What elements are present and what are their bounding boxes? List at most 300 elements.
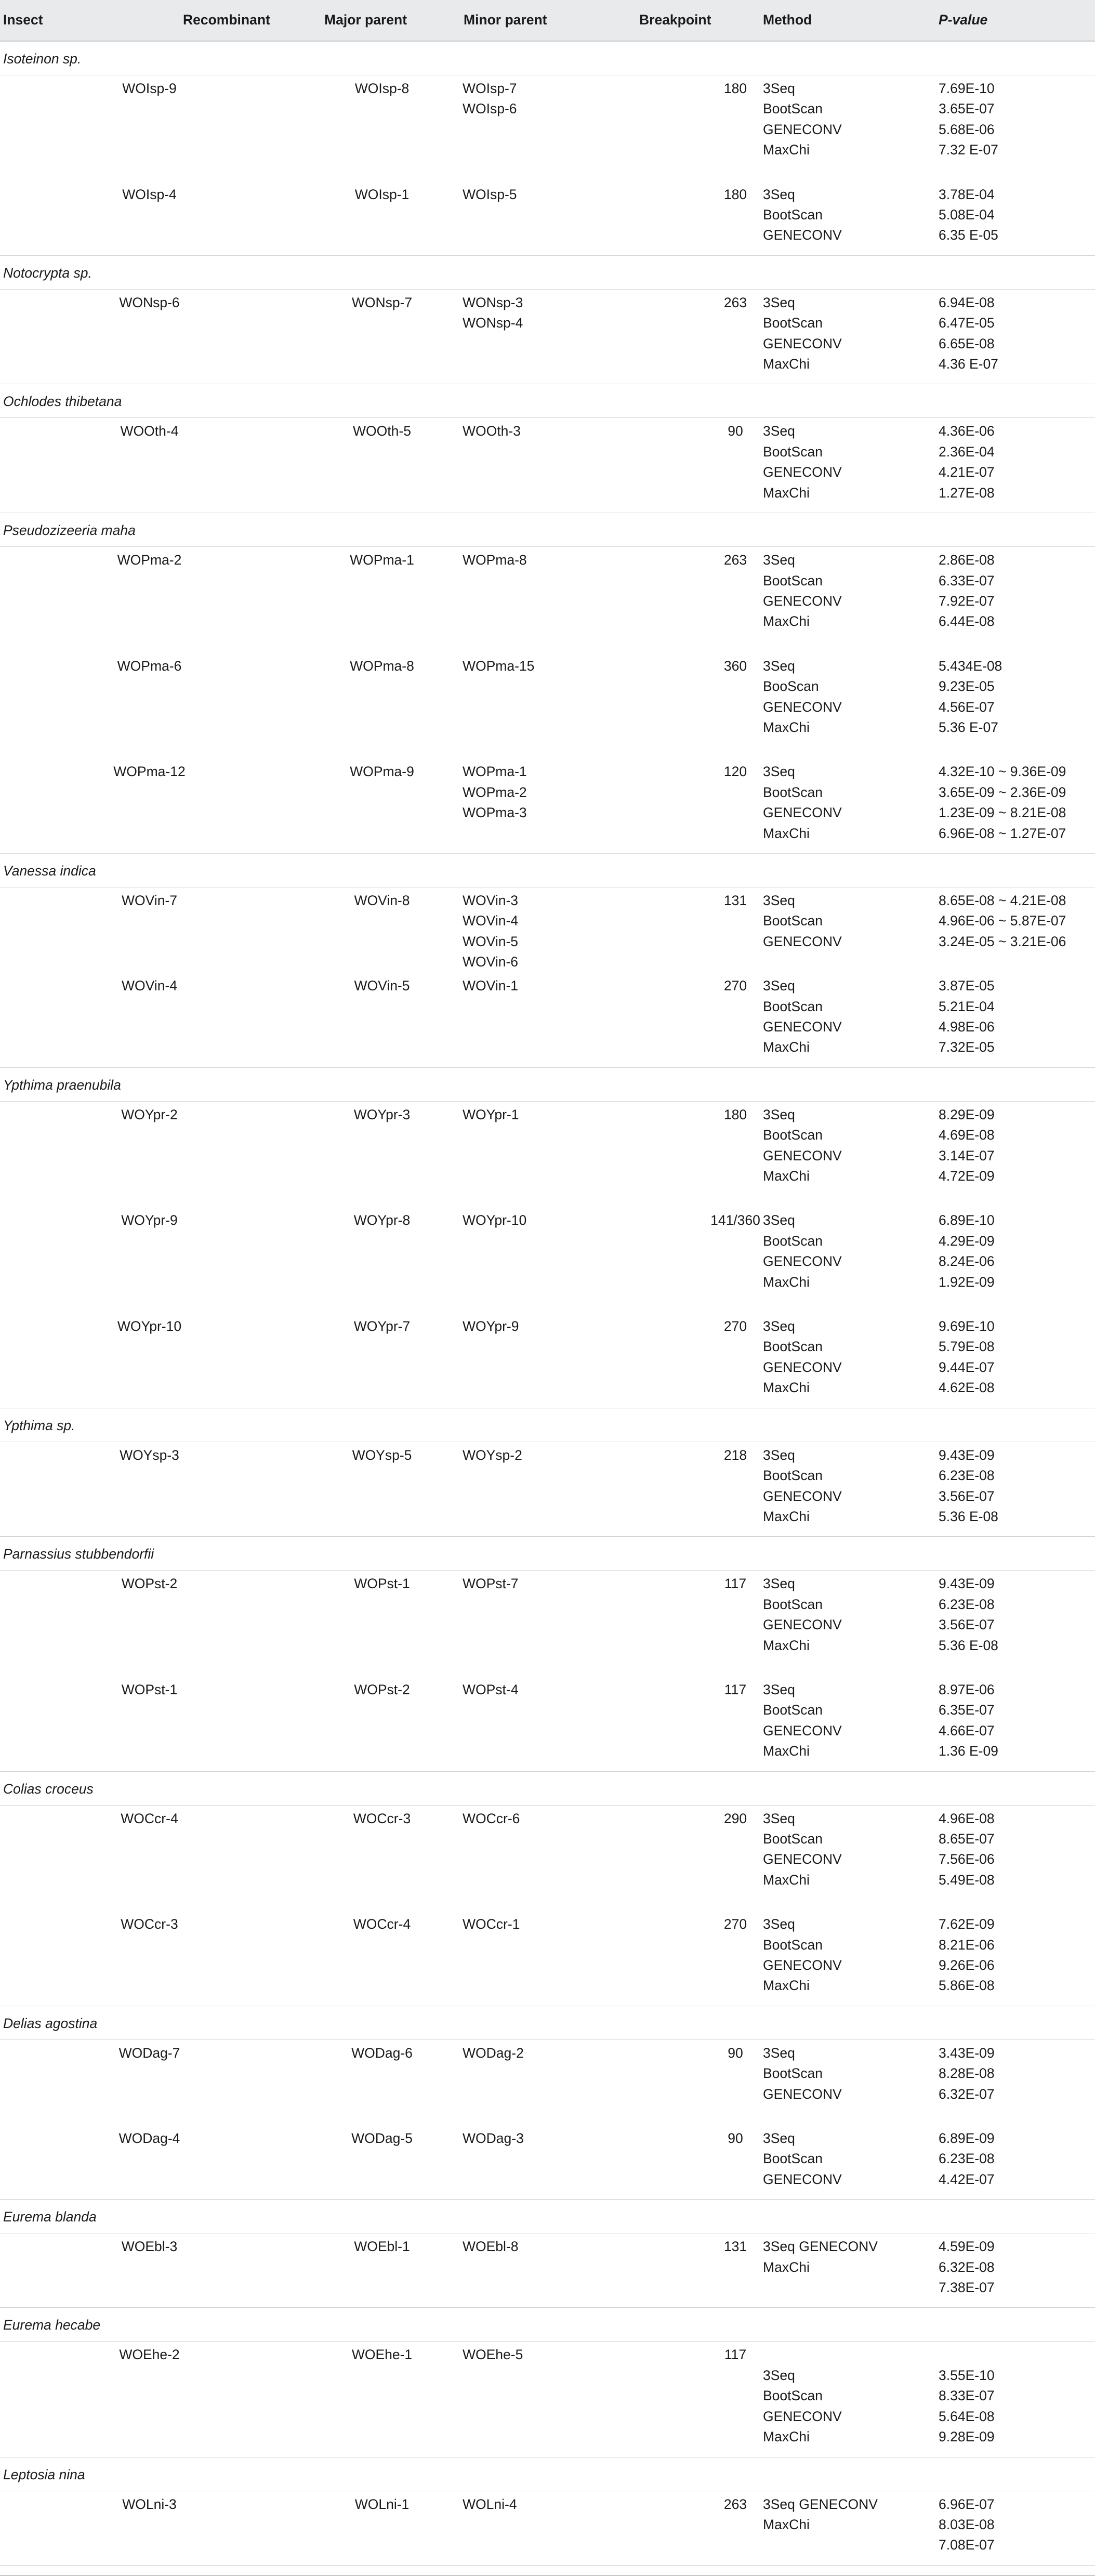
breakpoint-cell: 117 xyxy=(724,2347,747,2363)
p-value-item: 5.434E-08 xyxy=(939,658,1002,674)
method-item: MaxChi xyxy=(763,1743,810,1759)
minor-parent-item: WOVin-6 xyxy=(463,954,519,970)
method-item: 3Seq xyxy=(763,81,795,96)
breakpoint-cell: 270 xyxy=(723,978,747,994)
p-value-item: 9.23E-05 xyxy=(939,678,995,695)
method-item: GENECONV xyxy=(763,2171,842,2187)
p-value-cell xyxy=(939,1680,998,1762)
table-row xyxy=(0,2043,1095,2128)
header-major-parent: Major parent xyxy=(324,12,407,28)
insect-records xyxy=(0,290,1095,385)
method-item: MaxChi xyxy=(763,2429,810,2445)
method-item: 3Seq xyxy=(763,2130,795,2147)
major-parent-cell: WOPma-9 xyxy=(350,764,414,780)
breakpoint-cell: 270 xyxy=(723,1318,747,1335)
major-parent-cell: WOEhe-1 xyxy=(351,2347,413,2363)
method-item: MaxChi xyxy=(763,1039,810,1055)
insect-records xyxy=(0,1571,1095,1771)
minor-parent-item: WOVin-1 xyxy=(463,978,519,994)
recombinant-cell: WOOth-4 xyxy=(120,423,179,439)
minor-parent-cell xyxy=(463,891,518,973)
p-value-item: 5.36 E-08 xyxy=(939,1508,998,1524)
method-item: BootScan xyxy=(763,998,823,1014)
p-value-item: 6.35E-07 xyxy=(939,1702,995,1718)
p-value-cell xyxy=(939,79,998,161)
p-value-item: 7.62E-09 xyxy=(939,1916,995,1932)
p-value-item: 1.36 E-09 xyxy=(939,1743,998,1759)
method-item: 3Seq xyxy=(763,892,795,908)
insect-name: Delias agostina xyxy=(3,2015,98,2031)
p-value-item: 8.21E-06 xyxy=(939,1937,995,1953)
p-value-item: 3.78E-04 xyxy=(939,186,995,202)
method-item: 3Seq xyxy=(763,2045,795,2061)
p-value-item: 4.29E-09 xyxy=(939,1233,995,1249)
p-value-item: 5.08E-04 xyxy=(939,207,995,223)
insect-name: Leptosia nina xyxy=(3,2466,85,2482)
insect-name: Ypthima praenubila xyxy=(3,1077,121,1093)
insect-records xyxy=(0,887,1095,1068)
major-parent-cell: WOYsp-5 xyxy=(352,1447,412,1463)
method-item: 3Seq GENECONV xyxy=(763,2239,878,2255)
insect-name: Colias croceus xyxy=(3,1781,94,1797)
method-item: GENECONV xyxy=(763,805,842,821)
method-item: 3Seq xyxy=(763,1447,795,1463)
p-value-item: 6.44E-08 xyxy=(939,613,995,630)
minor-parent-item: WOIsp-7 xyxy=(463,81,517,96)
minor-parent-item: WOVin-5 xyxy=(463,933,519,949)
p-value-item: 4.66E-07 xyxy=(939,1722,995,1738)
method-item: 3Seq xyxy=(763,2367,795,2383)
p-value-item: 4.62E-08 xyxy=(939,1380,995,1396)
method-item: MaxChi xyxy=(763,1637,810,1653)
method-item: GENECONV xyxy=(763,1359,842,1375)
method-item: 3Seq xyxy=(763,1810,795,1826)
minor-parent-item: WOIsp-5 xyxy=(463,186,517,202)
breakpoint-cell: 90 xyxy=(728,2130,743,2147)
p-value-item: 6.23E-08 xyxy=(939,1596,995,1612)
method-item: GENECONV xyxy=(763,227,842,243)
p-value-item: 4.21E-07 xyxy=(939,464,995,480)
method-item: 3Seq xyxy=(763,764,795,780)
p-value-item: 1.92E-09 xyxy=(939,1274,995,1290)
minor-parent-cell xyxy=(463,976,518,996)
method-item: MaxChi xyxy=(763,142,810,158)
method-item: BooScan xyxy=(763,678,819,695)
breakpoint-cell: 290 xyxy=(723,1810,747,1826)
p-value-item: 8.28E-08 xyxy=(939,2065,995,2082)
insect-group xyxy=(0,2308,1095,2457)
p-value-cell xyxy=(939,2494,995,2556)
minor-parent-cell xyxy=(463,656,534,676)
minor-parent-cell xyxy=(463,1445,522,1466)
method-item: BootScan xyxy=(763,1468,823,1484)
recombinant-cell: WODag-4 xyxy=(118,2130,180,2147)
insect-name: Ochlodes thibetana xyxy=(3,394,122,410)
p-value-cell xyxy=(939,185,998,246)
minor-parent-cell xyxy=(463,2345,523,2365)
insect-name: Vanessa indica xyxy=(3,862,96,879)
method-item: BootScan xyxy=(763,443,823,460)
method-item: BootScan xyxy=(763,2151,823,2167)
table-row xyxy=(0,550,1095,656)
p-value-cell xyxy=(939,1105,995,1187)
p-value-item: 7.08E-07 xyxy=(939,2537,995,2553)
method-item: 3Seq xyxy=(763,1106,795,1122)
recombinant-cell: WOYpr-9 xyxy=(121,1212,178,1228)
major-parent-cell: WONsp-7 xyxy=(351,294,413,310)
table-row xyxy=(0,1574,1095,1680)
p-value-item: 6.23E-08 xyxy=(939,2151,995,2167)
p-value-item: 3.65E-09 ~ 2.36E-09 xyxy=(939,784,1066,800)
minor-parent-cell xyxy=(463,1105,519,1125)
minor-parent-item: WONsp-3 xyxy=(463,294,523,310)
method-item: 3Seq xyxy=(763,1916,795,1932)
major-parent-cell: WOCcr-3 xyxy=(353,1810,411,1826)
minor-parent-cell xyxy=(463,2043,524,2063)
insect-row xyxy=(0,854,1095,887)
p-value-item: 3.65E-07 xyxy=(939,101,995,117)
p-value-item: 3.55E-10 xyxy=(939,2367,995,2383)
p-value-item: 5.21E-04 xyxy=(939,998,995,1014)
recombinant-cell: WOPma-2 xyxy=(117,552,182,568)
insect-name: Pseudozizeeria maha xyxy=(3,522,136,539)
method-item: MaxChi xyxy=(763,356,810,372)
p-value-item: 4.56E-07 xyxy=(939,699,995,715)
header-p-value: P-value xyxy=(939,12,988,28)
method-item: GENECONV xyxy=(763,1957,842,1973)
recombinant-cell: WOEhe-2 xyxy=(119,2347,180,2363)
minor-parent-cell xyxy=(463,293,523,334)
minor-parent-item: WONsp-4 xyxy=(463,315,523,331)
method-item: BootScan xyxy=(763,1233,823,1249)
method-item: 3Seq xyxy=(763,658,795,674)
p-value-item: 2.86E-08 xyxy=(939,552,995,568)
breakpoint-cell: 263 xyxy=(723,2496,747,2512)
p-value-item: 3.56E-07 xyxy=(939,1617,995,1633)
p-value-item: 4.72E-09 xyxy=(939,1168,995,1184)
method-item: GENECONV xyxy=(763,933,842,949)
insect-group xyxy=(0,2200,1095,2308)
major-parent-cell: WOIsp-8 xyxy=(354,81,410,96)
minor-parent-item: WOYpr-9 xyxy=(463,1318,519,1335)
insect-row xyxy=(0,2308,1095,2342)
method-item: GENECONV xyxy=(763,1722,842,1738)
p-value-item: 3.56E-07 xyxy=(939,1488,995,1504)
breakpoint-cell: 120 xyxy=(723,764,747,780)
p-value-cell xyxy=(939,421,995,503)
method-item: BootScan xyxy=(763,315,823,331)
p-value-item: 6.65E-08 xyxy=(939,335,995,351)
recombinant-cell: WODag-7 xyxy=(118,2045,180,2061)
recombinant-cell: WOYsp-3 xyxy=(120,1447,179,1463)
insect-records xyxy=(0,547,1095,854)
minor-parent-cell xyxy=(463,1210,526,1231)
minor-parent-cell xyxy=(463,1574,518,1594)
insect-group xyxy=(0,1408,1095,1537)
insect-group xyxy=(0,854,1095,1068)
method-item: BootScan xyxy=(763,2388,823,2404)
table-row xyxy=(0,1445,1095,1537)
major-parent-cell: WOYpr-7 xyxy=(353,1318,411,1335)
table-row xyxy=(0,976,1095,1067)
table-row xyxy=(0,2237,1095,2307)
p-value-item: 6.32E-07 xyxy=(939,2086,995,2102)
p-value-item: 8.03E-08 xyxy=(939,2516,995,2532)
minor-parent-cell xyxy=(463,1316,519,1337)
recombinant-cell: WOPma-12 xyxy=(113,764,186,780)
minor-parent-cell xyxy=(463,79,517,120)
recombinant-cell: WOVin-4 xyxy=(121,978,177,994)
table-row xyxy=(0,1809,1095,1915)
p-value-item: 9.43E-09 xyxy=(939,1447,995,1463)
method-item: 3Seq xyxy=(763,294,795,310)
p-value-item: 4.36E-06 xyxy=(939,423,995,439)
method-item: GENECONV xyxy=(763,593,842,609)
method-item: MaxChi xyxy=(763,719,810,735)
p-value-cell xyxy=(939,762,1066,844)
minor-parent-item: WODag-3 xyxy=(463,2130,524,2147)
p-value-item: 8.33E-07 xyxy=(939,2388,995,2404)
p-value-cell xyxy=(939,1574,998,1656)
insect-group xyxy=(0,1772,1095,2006)
insect-group xyxy=(0,1068,1095,1408)
p-value-cell xyxy=(939,891,1066,952)
table-row xyxy=(0,1316,1095,1408)
table-row xyxy=(0,1680,1095,1771)
major-parent-cell: WOPst-2 xyxy=(354,1681,410,1697)
method-item: MaxChi xyxy=(763,2259,810,2275)
insect-row xyxy=(0,384,1095,418)
insect-records xyxy=(0,2233,1095,2308)
breakpoint-cell: 131 xyxy=(723,892,747,908)
table-row xyxy=(0,421,1095,513)
p-value-item: 6.32E-08 xyxy=(939,2259,995,2275)
header-method: Method xyxy=(763,12,812,28)
p-value-item: 3.87E-05 xyxy=(939,978,995,994)
recombinant-cell: WOVin-7 xyxy=(121,892,177,908)
method-item: 3Seq xyxy=(763,186,795,202)
insect-group xyxy=(0,2457,1095,2566)
p-value-cell xyxy=(939,293,998,375)
p-value-item: 4.42E-07 xyxy=(939,2171,995,2187)
p-value-item: 6.89E-10 xyxy=(939,1212,995,1228)
minor-parent-item: WOPst-4 xyxy=(463,1681,519,1697)
insect-records xyxy=(0,1442,1095,1537)
method-item: 3Seq xyxy=(763,552,795,568)
table-bottom-rule xyxy=(0,2566,1095,2576)
recombinant-cell: WOYpr-10 xyxy=(117,1318,182,1335)
method-item: GENECONV xyxy=(763,1147,842,1163)
breakpoint-cell: 270 xyxy=(723,1916,747,1932)
p-value-item: 9.44E-07 xyxy=(939,1359,995,1375)
minor-parent-cell xyxy=(463,2128,524,2149)
p-value-item: 5.36 E-07 xyxy=(939,719,998,735)
method-item: BootScan xyxy=(763,572,823,589)
p-value-item: 7.32 E-07 xyxy=(939,142,998,158)
p-value-item: 3.24E-05 ~ 3.21E-06 xyxy=(939,933,1066,949)
breakpoint-cell: 117 xyxy=(724,1576,747,1592)
breakpoint-cell: 263 xyxy=(723,294,747,310)
p-value-item: 7.32E-05 xyxy=(939,1039,995,1055)
method-item: MaxChi xyxy=(763,1380,810,1396)
breakpoint-cell: 90 xyxy=(728,2045,743,2061)
minor-parent-item: WOEhe-5 xyxy=(463,2347,523,2363)
table-row xyxy=(0,79,1095,185)
method-item: GENECONV xyxy=(763,1617,842,1633)
table-row xyxy=(0,762,1095,853)
method-item: 3Seq GENECONV xyxy=(763,2496,878,2512)
method-item: BootScan xyxy=(763,1937,823,1953)
p-value-item: 3.43E-09 xyxy=(939,2045,995,2061)
method-item: MaxChi xyxy=(763,1168,810,1184)
insect-row xyxy=(0,1772,1095,1806)
p-value-item: 5.36 E-08 xyxy=(939,1637,998,1653)
insect-name: Eurema blanda xyxy=(3,2209,97,2225)
table-row xyxy=(0,656,1095,762)
major-parent-cell: WOYpr-8 xyxy=(353,1212,411,1228)
recombinant-cell: WOIsp-4 xyxy=(122,186,177,202)
p-value-item: 7.69E-10 xyxy=(939,81,995,96)
p-value-item: 4.59E-09 xyxy=(939,2239,995,2255)
minor-parent-item: WODag-2 xyxy=(463,2045,524,2061)
method-item: MaxChi xyxy=(763,1508,810,1524)
major-parent-cell: WOVin-8 xyxy=(354,892,410,908)
p-value-cell xyxy=(939,2237,995,2298)
method-item: MaxChi xyxy=(763,1872,810,1888)
minor-parent-cell xyxy=(463,421,521,441)
insect-row xyxy=(0,2006,1095,2040)
header-recombinant: Recombinant xyxy=(183,12,270,28)
method-item: GENECONV xyxy=(763,699,842,715)
p-value-item: 3.14E-07 xyxy=(939,1147,995,1163)
major-parent-cell: WOIsp-1 xyxy=(354,186,410,202)
p-value-item: 6.89E-09 xyxy=(939,2130,995,2147)
p-value-item: 6.35 E-05 xyxy=(939,227,998,243)
recombinant-cell: WOPst-2 xyxy=(121,1576,178,1592)
minor-parent-item: WOPma-1 xyxy=(463,764,527,780)
insect-records xyxy=(0,1102,1095,1408)
insect-row xyxy=(0,1537,1095,1571)
method-item: 3Seq xyxy=(763,978,795,994)
insect-row xyxy=(0,513,1095,547)
minor-parent-cell xyxy=(463,2237,519,2257)
insect-group xyxy=(0,2006,1095,2200)
method-item: GENECONV xyxy=(763,1019,842,1035)
insect-row xyxy=(0,2457,1095,2491)
method-item: MaxChi xyxy=(763,485,810,501)
p-value-item xyxy=(939,2345,995,2365)
insect-records xyxy=(0,418,1095,513)
method-item: BootScan xyxy=(763,207,823,223)
recombinant-cell: WOPma-6 xyxy=(117,658,182,674)
p-value-item: 4.96E-08 xyxy=(939,1810,995,1826)
major-parent-cell: WOYpr-3 xyxy=(353,1106,411,1122)
p-value-cell xyxy=(939,1914,995,1996)
p-value-item: 7.38E-07 xyxy=(939,2280,995,2296)
header-breakpoint: Breakpoint xyxy=(639,12,711,28)
method-item: GENECONV xyxy=(763,121,842,137)
breakpoint-cell: 141/360 xyxy=(710,1212,760,1228)
minor-parent-item: WOYpr-10 xyxy=(463,1212,527,1228)
insect-records xyxy=(0,75,1095,256)
method-item: GENECONV xyxy=(763,1253,842,1270)
recombinant-cell: WOPst-1 xyxy=(121,1681,178,1697)
method-item: BootScan xyxy=(763,1830,823,1847)
p-value-item: 4.32E-10 ~ 9.36E-09 xyxy=(939,764,1066,780)
breakpoint-cell: 180 xyxy=(723,186,747,202)
method-item: BootScan xyxy=(763,101,823,117)
major-parent-cell: WOOth-5 xyxy=(353,423,411,439)
p-value-cell xyxy=(939,2043,995,2104)
method-item: BootScan xyxy=(763,1702,823,1718)
p-value-item: 1.27E-08 xyxy=(939,485,995,501)
minor-parent-item: WOYsp-2 xyxy=(463,1447,522,1463)
p-value-item: 9.26E-06 xyxy=(939,1957,995,1973)
method-item: MaxChi xyxy=(763,1274,810,1290)
breakpoint-cell: 218 xyxy=(723,1447,747,1463)
insect-row xyxy=(0,256,1095,290)
method-item: BootScan xyxy=(763,2065,823,2082)
p-value-item: 6.94E-08 xyxy=(939,294,995,310)
header-insect: Insect xyxy=(3,12,43,28)
minor-parent-cell xyxy=(463,1809,520,1829)
p-value-cell xyxy=(939,2345,995,2447)
minor-parent-cell xyxy=(463,1914,520,1934)
recombinant-cell: WOCcr-4 xyxy=(121,1810,178,1826)
method-item: 3Seq xyxy=(763,1318,795,1335)
table-row xyxy=(0,2494,1095,2565)
minor-parent-item: WOIsp-6 xyxy=(463,101,517,117)
table-row xyxy=(0,1914,1095,2006)
p-value-item: 7.56E-06 xyxy=(939,1851,995,1867)
insect-name: Isoteinon sp. xyxy=(3,51,82,67)
table-row xyxy=(0,2128,1095,2199)
insect-group xyxy=(0,513,1095,854)
breakpoint-cell: 90 xyxy=(728,423,743,439)
p-value-item: 8.24E-06 xyxy=(939,1253,995,1270)
p-value-cell xyxy=(939,1809,995,1891)
method-item: GENECONV xyxy=(763,1488,842,1504)
method-item: MaxChi xyxy=(763,1978,810,1994)
method-item: GENECONV xyxy=(763,1851,842,1867)
p-value-cell xyxy=(939,1316,995,1398)
p-value-item: 5.68E-06 xyxy=(939,121,995,137)
method-item xyxy=(763,2535,1095,2555)
p-value-item: 6.96E-08 ~ 1.27E-07 xyxy=(939,825,1066,841)
major-parent-cell: WOCcr-4 xyxy=(353,1916,411,1932)
breakpoint-cell: 180 xyxy=(723,1106,747,1122)
p-value-item: 4.96E-06 ~ 5.87E-07 xyxy=(939,913,1066,929)
major-parent-cell: WOPst-1 xyxy=(354,1576,410,1592)
recombinant-cell: WOEbl-3 xyxy=(121,2239,178,2255)
major-parent-cell: WOPma-8 xyxy=(350,658,414,674)
recombinant-cell: WOLni-3 xyxy=(122,2496,177,2512)
method-item: GENECONV xyxy=(763,2408,842,2424)
insect-row xyxy=(0,1068,1095,1102)
p-value-item: 7.92E-07 xyxy=(939,593,995,609)
table-header xyxy=(0,0,1095,42)
p-value-item: 2.36E-04 xyxy=(939,443,995,460)
major-parent-cell: WOPma-1 xyxy=(350,552,414,568)
minor-parent-item: WOLni-4 xyxy=(463,2496,517,2512)
recombinant-cell: WOIsp-9 xyxy=(122,81,177,96)
method-item: BootScan xyxy=(763,1339,823,1355)
p-value-item: 9.28E-09 xyxy=(939,2429,995,2445)
recombinant-cell: WOYpr-2 xyxy=(121,1106,178,1122)
minor-parent-item: WOPma-15 xyxy=(463,658,535,674)
insect-name: Notocrypta sp. xyxy=(3,265,92,281)
method-item: BootScan xyxy=(763,913,823,929)
